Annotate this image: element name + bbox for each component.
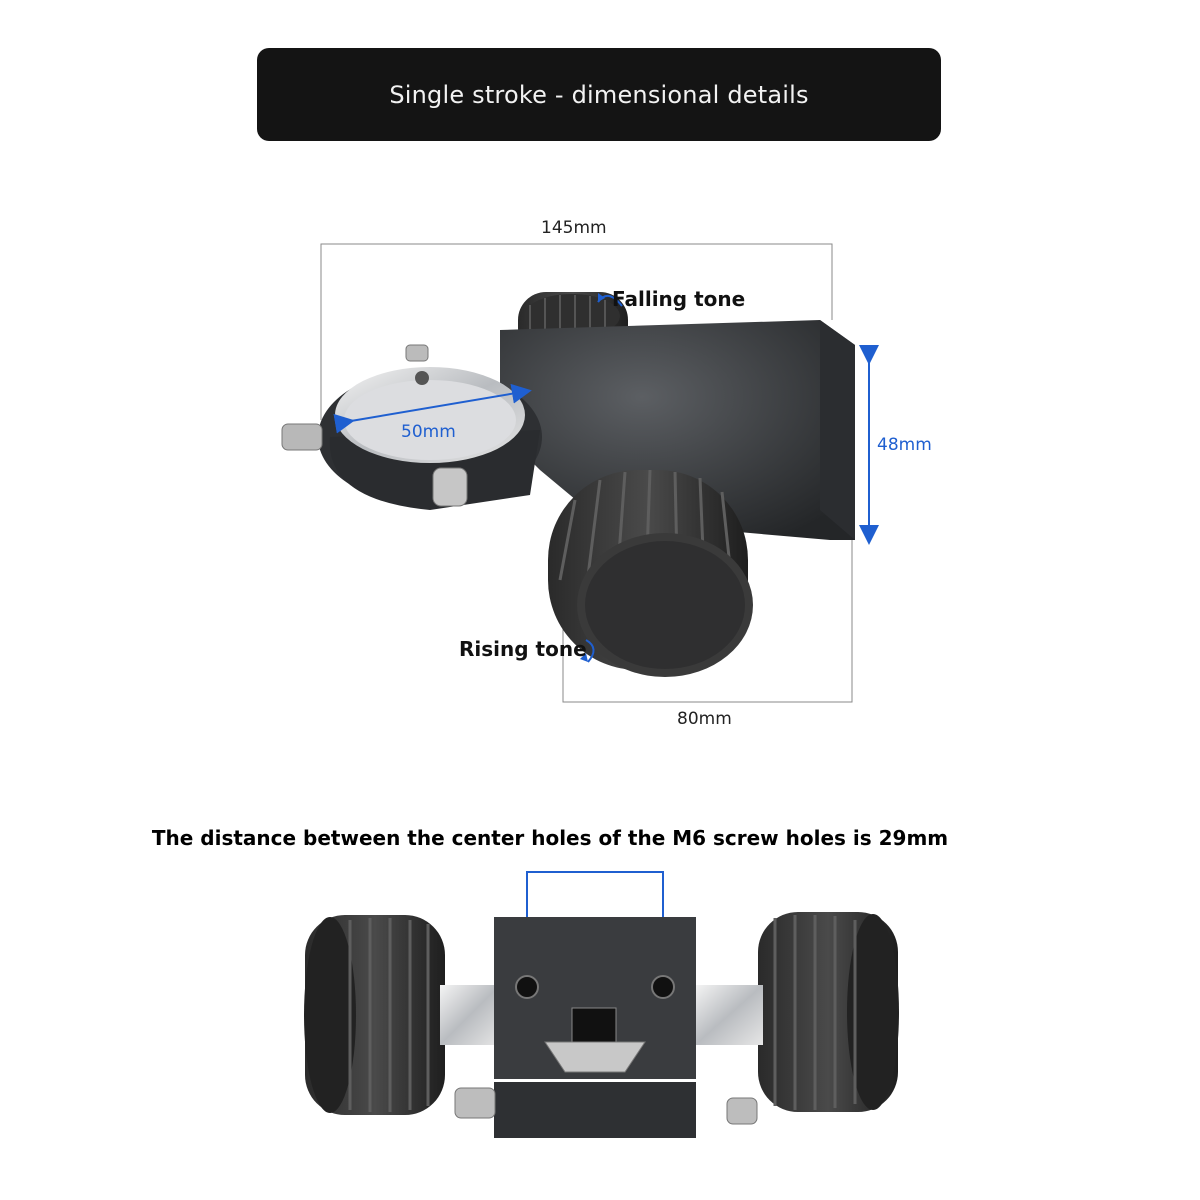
height-dimension-label: 48mm <box>877 435 932 455</box>
depth-dimension-label: 80mm <box>677 709 732 729</box>
falling-tone-label: Falling tone <box>612 287 746 311</box>
ring-dimension-label: 50mm <box>401 422 456 442</box>
left-screw-hole <box>516 976 538 998</box>
right-shaft <box>695 985 763 1045</box>
screw-hole-caption: The distance between the center holes of the M6 screw holes is 29mm <box>151 826 949 850</box>
left-shaft <box>440 985 500 1045</box>
width-dimension-label: 145mm <box>541 218 607 238</box>
right-screw-hole <box>652 976 674 998</box>
right-knob <box>758 912 899 1112</box>
left-knob <box>304 915 445 1115</box>
banner-title: Single stroke - dimensional details <box>389 80 809 109</box>
rising-tone-label: Rising tone <box>459 637 587 661</box>
